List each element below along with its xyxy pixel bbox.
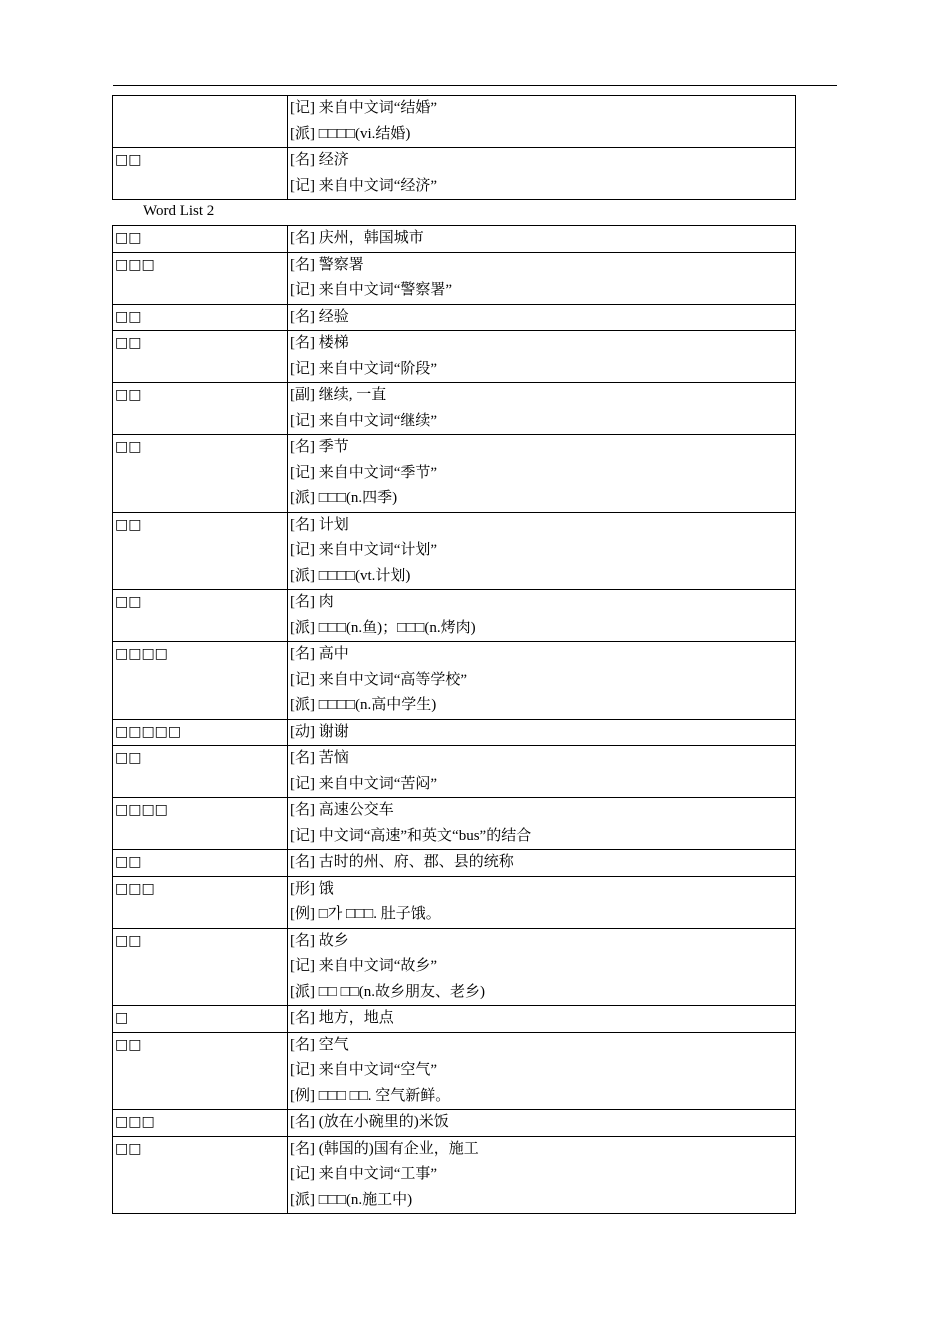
- vocab-word: □□: [113, 383, 288, 435]
- vocab-row: [113, 331, 796, 383]
- definition-line: [名] 警察署: [290, 256, 364, 273]
- definition-line: [名] 地方，地点: [290, 1010, 394, 1026]
- vocab-definition: [288, 1006, 796, 1033]
- definition-line: [名] 高速公交车: [290, 802, 394, 818]
- definition-line: [名] 经验: [290, 308, 349, 325]
- definition-line: [记] 来自中文词“阶段”: [290, 360, 438, 377]
- definition-line: [记] 来自中文词“苦闷”: [290, 775, 438, 792]
- vocab-definition: [288, 1032, 796, 1110]
- vocab-row: [113, 590, 796, 642]
- vocab-word: □□: [113, 928, 288, 1006]
- vocab-definition: [288, 512, 796, 590]
- definition-line: [派] □□□(n.施工中): [290, 1191, 413, 1208]
- vocab-row: [113, 1032, 796, 1110]
- definition-line: [名] 故乡: [290, 932, 349, 949]
- vocab-word: □□: [113, 850, 288, 877]
- vocab-word: □□: [113, 590, 288, 642]
- vocab-row: [113, 1006, 796, 1033]
- vocab-row: [113, 1110, 796, 1137]
- vocab-row: [113, 928, 796, 1006]
- definition-line: [名] 肉: [290, 594, 334, 610]
- definition-line: [派] □□□□(vi.结婚): [290, 125, 411, 142]
- definition-line: [名] (放在小碗里的)米饭: [290, 1114, 449, 1130]
- vocab-definition: [288, 876, 796, 928]
- vocab-row: [113, 226, 796, 253]
- definition-line: [派] □□□(n.鱼)；□□□(n.烤肉): [290, 619, 476, 636]
- definition-line: [派] □□ □□(n.故乡朋友、老乡): [290, 983, 485, 1000]
- definition-line: [名] 古时的州、府、郡、县的统称: [290, 854, 514, 870]
- vocab-row: [113, 148, 796, 200]
- definition-line: [形] 饿: [290, 880, 334, 897]
- definition-line: [记] 中文词“高速”和英文“bus”的结合: [290, 827, 532, 844]
- header-rule: [113, 85, 837, 86]
- vocab-definition: [288, 642, 796, 720]
- vocab-word: □: [113, 1006, 288, 1033]
- definition-line: [派] □□□□(vt.计划): [290, 567, 411, 584]
- vocab-word: □□□□: [113, 642, 288, 720]
- definition-line: [名] 楼梯: [290, 335, 349, 351]
- definition-line: [记] 来自中文词“计划”: [290, 542, 438, 558]
- vocab-definition: [288, 148, 796, 200]
- vocab-table-2: [112, 225, 796, 1214]
- definition-line: [记] 来自中文词“季节”: [290, 464, 438, 481]
- vocab-definition: [288, 96, 796, 148]
- vocab-word: □□□□□: [113, 719, 288, 746]
- vocab-row: [113, 512, 796, 590]
- definition-line: [名] 庆州，韩国城市: [290, 230, 424, 246]
- vocab-definition: [288, 719, 796, 746]
- vocab-word: □□: [113, 331, 288, 383]
- vocab-word: □□□: [113, 252, 288, 304]
- definition-line: [记] 来自中文词“结婚”: [290, 100, 438, 116]
- vocab-definition: [288, 1136, 796, 1214]
- definition-line: [名] 高中: [290, 646, 349, 662]
- definition-line: [记] 来自中文词“工事”: [290, 1166, 438, 1182]
- vocab-row: [113, 876, 796, 928]
- vocab-word: □□□□: [113, 798, 288, 850]
- vocab-definition: [288, 304, 796, 331]
- vocab-definition: [288, 252, 796, 304]
- vocab-word: □□: [113, 746, 288, 798]
- definition-line: [记] 来自中文词“空气”: [290, 1062, 438, 1078]
- vocab-definition: [288, 928, 796, 1006]
- vocab-row: [113, 719, 796, 746]
- definition-line: [例] □□□ □□. 空气新鲜。: [290, 1087, 451, 1104]
- vocab-row: [113, 850, 796, 877]
- vocab-word: □□: [113, 435, 288, 513]
- vocab-definition: [288, 590, 796, 642]
- vocab-row: [113, 798, 796, 850]
- definition-line: [名] (韩国的)国有企业，施工: [290, 1140, 479, 1157]
- definition-line: [记] 来自中文词“高等学校”: [290, 671, 468, 688]
- vocab-row: [113, 1136, 796, 1214]
- definition-line: [名] 经济: [290, 152, 349, 168]
- vocab-row: [113, 304, 796, 331]
- definition-line: [派] □□□□(n.高中学生): [290, 697, 437, 713]
- vocab-word: □□: [113, 226, 288, 253]
- definition-line: [动] 谢谢: [290, 723, 349, 740]
- vocab-word: □□□: [113, 876, 288, 928]
- vocab-definition: [288, 850, 796, 877]
- vocab-row: [113, 642, 796, 720]
- vocab-definition: [288, 798, 796, 850]
- vocab-definition: [288, 1110, 796, 1137]
- vocab-table-1: [112, 95, 796, 200]
- definition-line: [名] 季节: [290, 439, 349, 455]
- definition-line: [记] 来自中文词“故乡”: [290, 958, 438, 974]
- vocab-row: [113, 96, 796, 148]
- vocab-word: □□: [113, 148, 288, 200]
- definition-line: [记] 来自中文词“警察署”: [290, 282, 453, 298]
- definition-line: [派] □□□(n.四季): [290, 490, 398, 506]
- vocab-word: □□: [113, 304, 288, 331]
- definition-line: [副] 继续, 一直: [290, 387, 387, 403]
- vocab-definition: [288, 226, 796, 253]
- definition-line: [名] 计划: [290, 516, 349, 533]
- vocab-definition: [288, 383, 796, 435]
- vocab-word: □□□: [113, 1110, 288, 1137]
- vocab-definition: [288, 746, 796, 798]
- vocab-word: □□: [113, 1136, 288, 1214]
- vocab-row: [113, 435, 796, 513]
- vocab-row: [113, 252, 796, 304]
- vocab-definition: [288, 331, 796, 383]
- word-list-title: Word List 2: [143, 203, 215, 219]
- definition-line: [名] 空气: [290, 1036, 349, 1053]
- vocab-row: [113, 746, 796, 798]
- definition-line: [记] 来自中文词“继续”: [290, 412, 438, 429]
- vocab-definition: [288, 435, 796, 513]
- vocab-row: [113, 383, 796, 435]
- vocab-word: □□: [113, 512, 288, 590]
- definition-line: [名] 苦恼: [290, 750, 349, 766]
- vocab-word: □□: [113, 1032, 288, 1110]
- definition-line: [记] 来自中文词“经济”: [290, 177, 438, 194]
- definition-line: [例] □가 □□□. 肚子饿。: [290, 906, 441, 922]
- vocab-word: [113, 96, 288, 148]
